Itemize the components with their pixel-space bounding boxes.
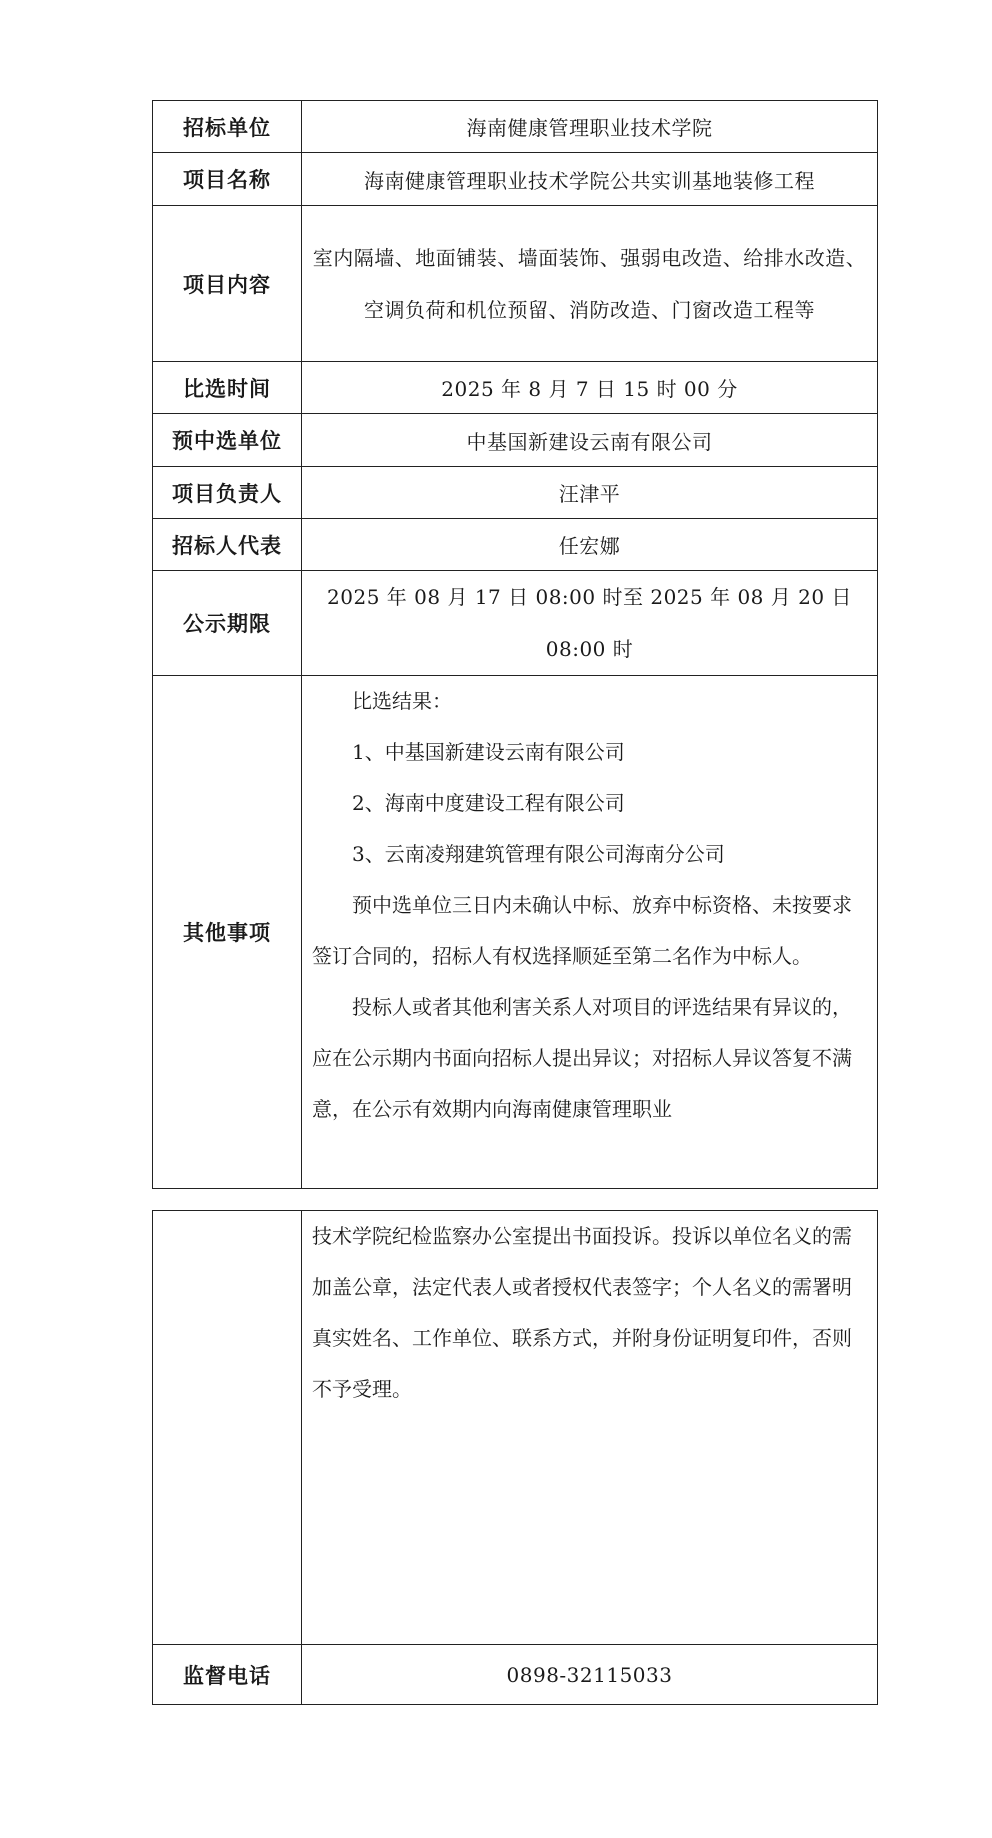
bidder-rep-value: 任宏娜 bbox=[302, 519, 878, 571]
row-bidder bbox=[153, 101, 878, 153]
row-publicity-period bbox=[153, 571, 878, 676]
bidder-rep-label: 招标人代表 bbox=[153, 519, 302, 571]
result-item: 2、海南中度建设工程有限公司 bbox=[352, 791, 625, 815]
supervision-phone: 0898-32115033 bbox=[302, 1645, 878, 1705]
other-matters-label: 其他事项 bbox=[153, 676, 302, 1189]
result-title: 比选结果： bbox=[352, 689, 452, 713]
other-matters-content bbox=[302, 676, 878, 1189]
selection-time-value: 2025 年 8 月 7 日 15 时 00 分 bbox=[302, 362, 878, 414]
result-item: 3、云南凌翔建筑管理有限公司海南分公司 bbox=[352, 842, 725, 866]
continuation-label-cell bbox=[153, 1211, 302, 1645]
row-project-name bbox=[153, 153, 878, 206]
row-continuation bbox=[153, 1211, 878, 1645]
bidder-label: 招标单位 bbox=[153, 101, 302, 153]
objection-paragraph: 投标人或者其他利害关系人对项目的评选结果有异议的，应在公示期内书面向招标人提出异议；对招标人异议答复不满意，在公示有效期内向海南健康管理职业 bbox=[312, 995, 852, 1121]
project-name-value: 海南健康管理职业技术学院公共实训基地装修工程 bbox=[302, 153, 878, 206]
project-leader-label: 项目负责人 bbox=[153, 467, 302, 519]
pre-selected-unit-value: 中基国新建设云南有限公司 bbox=[302, 414, 878, 467]
result-item: 1、中基国新建设云南有限公司 bbox=[352, 740, 625, 764]
continuation-content bbox=[302, 1211, 878, 1645]
project-content-value: 室内隔墙、地面铺装、墙面装饰、强弱电改造、给排水改造、空调负荷和机位预留、消防改造、门窗改造工程等 bbox=[302, 206, 878, 362]
row-bidder-rep bbox=[153, 519, 878, 571]
row-supervision bbox=[153, 1645, 878, 1705]
row-project-content bbox=[153, 206, 878, 362]
bidder-value: 海南健康管理职业技术学院 bbox=[302, 101, 878, 153]
supervision-label: 监督电话 bbox=[153, 1645, 302, 1705]
project-content-label: 项目内容 bbox=[153, 206, 302, 362]
row-project-leader bbox=[153, 467, 878, 519]
project-name-label: 项目名称 bbox=[153, 153, 302, 206]
objection-paragraph-continued: 技术学院纪检监察办公室提出书面投诉。投诉以单位名义的需加盖公章，法定代表人或者授权代表签字；个人名义的需署明真实姓名、工作单位、联系方式，并附身份证明复印件，否则不予受理。 bbox=[312, 1224, 852, 1401]
pre-selected-unit-label: 预中选单位 bbox=[153, 414, 302, 467]
continuation-table bbox=[152, 1210, 878, 1705]
row-selection-time bbox=[153, 362, 878, 414]
project-leader-value: 汪津平 bbox=[302, 467, 878, 519]
bid-result-table bbox=[152, 100, 878, 1189]
row-pre-selected-unit bbox=[153, 414, 878, 467]
notice-paragraph: 预中选单位三日内未确认中标、放弃中标资格、未按要求签订合同的，招标人有权选择顺延至第二名作为中标人。 bbox=[312, 893, 852, 968]
publicity-period-value: 2025 年 08 月 17 日 08:00 时至 2025 年 08 月 20 日 08:00 时 bbox=[302, 571, 878, 676]
publicity-period-label: 公示期限 bbox=[153, 571, 302, 676]
row-other-matters bbox=[153, 676, 878, 1189]
selection-time-label: 比选时间 bbox=[153, 362, 302, 414]
